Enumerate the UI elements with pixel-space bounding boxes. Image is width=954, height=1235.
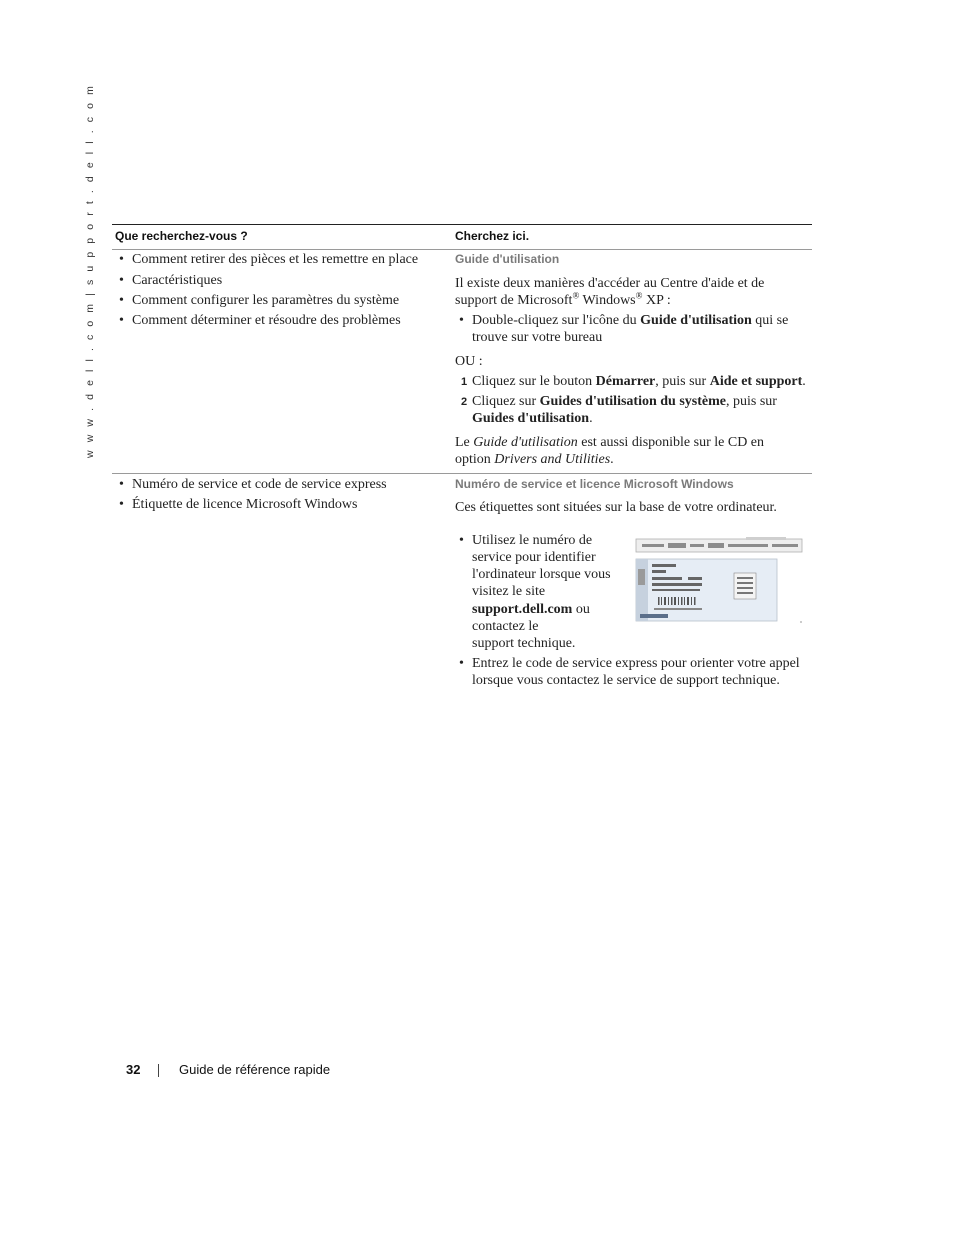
- service-tag-bullet-line: support.dell.com ou: [472, 602, 590, 617]
- service-tag-label-image: [634, 537, 806, 635]
- step-2-line2: Guides d'utilisation.: [472, 411, 593, 426]
- footer-title: Guide de référence rapide: [179, 1062, 331, 1077]
- desktop-shortcut-bullet-line2: trouve sur votre bureau: [472, 330, 603, 345]
- section-title-guide: Guide d'utilisation: [455, 252, 560, 266]
- cd-note-line1: Le Guide d'utilisation est aussi disponible sur le CD en: [455, 435, 765, 450]
- service-tag-bullet-line: l'ordinateur lorsque vous: [472, 567, 611, 582]
- header-rule: [112, 249, 812, 250]
- service-tag-bullet-line: contactez le: [472, 619, 539, 634]
- list-item: • Comment configurer les paramètres du système: [115, 292, 399, 309]
- service-tag-bullet: • Utilisez le numéro de: [455, 532, 592, 549]
- list-item: • Caractéristiques: [115, 272, 222, 289]
- list-item: • Comment déterminer et résoudre des problèmes: [115, 312, 401, 329]
- step-2: 2 Cliquez sur Guides d'utilisation du système, puis sur: [461, 394, 777, 409]
- labels-location-text: Ces étiquettes sont situées sur la base de votre ordinateur.: [455, 500, 777, 515]
- or-text: OU :: [455, 354, 483, 369]
- list-item: • Comment retirer des pièces et les remettre en place: [115, 251, 418, 268]
- page-number: 32: [126, 1062, 141, 1077]
- desktop-shortcut-bullet: • Double-cliquez sur l'icône du Guide d'utilisation qui se: [455, 312, 788, 329]
- list-item: • Étiquette de licence Microsoft Windows: [115, 496, 357, 513]
- intro-line-2: support de Microsoft® Windows® XP :: [455, 290, 671, 308]
- intro-line-1: Il existe deux manières d'accéder au Centre d'aide et de: [455, 276, 765, 291]
- service-tag-bullet-line: visitez le site: [472, 584, 546, 599]
- list-item: • Numéro de service et code de service express: [115, 476, 387, 493]
- express-code-bullet: • Entrez le code de service express pour orienter votre appel: [455, 655, 800, 672]
- express-code-bullet-line2: lorsque vous contactez le service de support technique.: [472, 673, 780, 688]
- footer-separator: [158, 1064, 159, 1077]
- cd-note-line2: option Drivers and Utilities.: [455, 452, 614, 467]
- service-tag-bullet-line: service pour identifier: [472, 550, 596, 565]
- table-top-rule: [112, 224, 812, 225]
- service-tag-bullet-line: support technique.: [472, 636, 576, 651]
- col2-header: Cherchez ici.: [455, 229, 530, 243]
- step-1: 1 Cliquez sur le bouton Démarrer, puis sur Aide et support.: [461, 374, 806, 389]
- section-title-service-tag: Numéro de service et licence Microsoft Windows: [455, 477, 734, 491]
- side-url: w w w . d e l l . c o m | s u p p o r t . d e l l . c o m: [84, 83, 96, 458]
- col1-header: Que recherchez-vous ?: [115, 229, 248, 243]
- row-divider: [112, 473, 812, 474]
